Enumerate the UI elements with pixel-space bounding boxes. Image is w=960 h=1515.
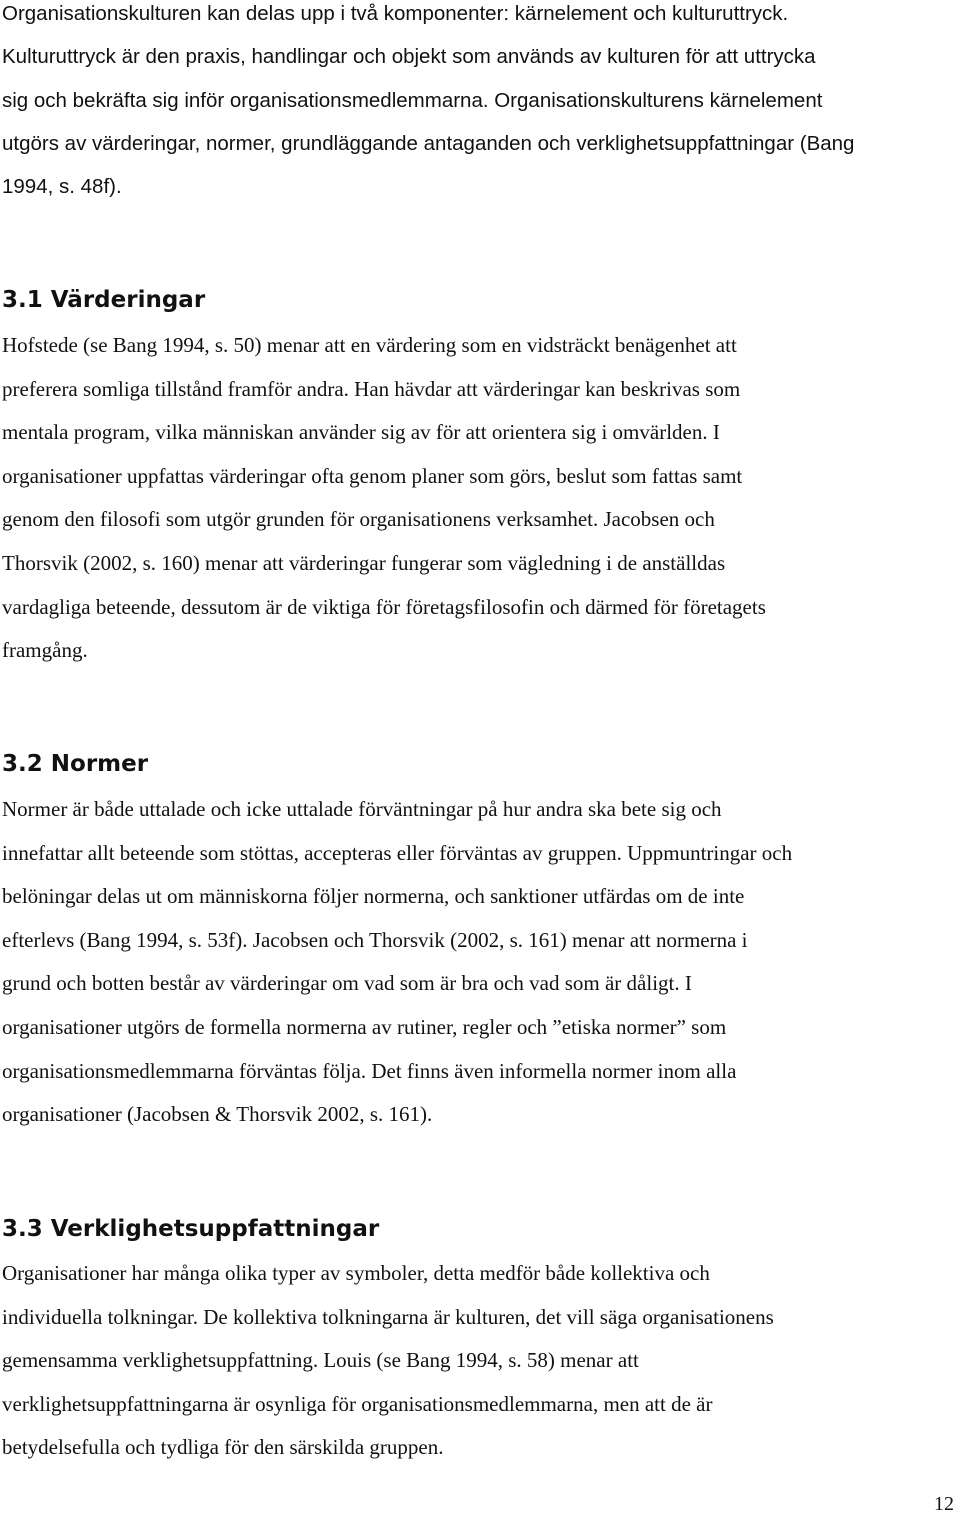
text-line: vardagliga beteende, dessutom är de viktiga för företagsfilosofin och därmed för företagets: [2, 594, 766, 619]
text-line: betydelsefulla och tydliga för den särskilda gruppen.: [2, 1435, 444, 1460]
text-line: mentala program, vilka människan använder sig av för att orientera sig i omvärlden. I: [2, 420, 720, 445]
intro-paragraph: [2, 0, 958, 208]
section-title: Verklighetsuppfattningar: [50, 1216, 380, 1242]
text-line: organisationer (Jacobsen & Thorsvik 2002, s. 161).: [2, 1102, 433, 1127]
section-paragraph-vaarderingar: [2, 324, 958, 673]
text-line: innefattar allt beteende som stöttas, accepteras eller förväntas av gruppen. Uppmuntringar och: [2, 840, 793, 865]
section-heading-verklighetsuppfattningar: [2, 1214, 379, 1244]
section-heading-vaarderingar: [2, 285, 205, 315]
section-heading-normer: [2, 749, 148, 779]
text-line: framgång.: [2, 638, 88, 663]
text-line: genom den filosofi som utgör grunden för organisationens verksamhet. Jacobsen och: [2, 507, 715, 532]
text-line: verklighetsuppfattningarna är osynliga för organisationsmedlemmarna, men att de är: [2, 1391, 713, 1416]
text-line: organisationer utgörs de formella normerna av rutiner, regler och ”etiska normer” som: [2, 1014, 727, 1039]
text-line: Normer är både uttalade och icke uttalade förväntningar på hur andra ska bete sig och: [2, 797, 722, 821]
text-line: organisationer uppfattas värderingar ofta genom planer som görs, beslut som fattas samt: [2, 463, 743, 488]
text-line: 1994, s. 48f).: [2, 175, 122, 199]
text-line: Organisationskulturen kan delas upp i två komponenter: kärnelement och kulturuttryck.: [2, 2, 789, 25]
text-line: Thorsvik (2002, s. 160) menar att värderingar fungerar som vägledning i de anställdas: [2, 550, 726, 575]
text-line: grund och botten består av värderingar om vad som är bra och vad som är dåligt. I: [2, 971, 692, 996]
text-line: utgörs av värderingar, normer, grundläggande antaganden och verklighetsuppfattningar (Bang: [2, 131, 855, 155]
text-line: Kulturuttryck är den praxis, handlingar och objekt som används av kulturen för att uttrycka: [2, 45, 816, 69]
section-title: Normer: [50, 751, 149, 777]
section-paragraph-normer: [2, 788, 958, 1137]
text-line: individuella tolkningar. De kollektiva tolkningarna är kulturen, det vill säga organisationens: [2, 1304, 774, 1329]
text-line: organisationsmedlemmarna förväntas följa. Det finns även informella normer inom alla: [2, 1058, 737, 1083]
document-page: [2, 0, 958, 1515]
section-paragraph-verklighetsuppfattningar: [2, 1252, 958, 1470]
text-line: efterlevs (Bang 1994, s. 53f). Jacobsen och Thorsvik (2002, s. 161) menar att normerna i: [2, 927, 748, 952]
section-number: 3.3: [2, 1216, 43, 1242]
text-line: sig och bekräfta sig inför organisationsmedlemmarna. Organisationskulturens kärnelement: [2, 88, 823, 112]
text-line: preferera somliga tillstånd framför andra. Han hävdar att värderingar kan beskrivas som: [2, 376, 741, 401]
text-line: belöningar delas ut om människorna följer normerna, och sanktioner utfärdas om de inte: [2, 884, 745, 909]
section-title: Värderingar: [50, 287, 206, 313]
section-number: 3.2: [2, 751, 43, 777]
page-number: 12: [934, 1493, 954, 1515]
text-line: Organisationer har många olika typer av symboler, detta medför både kollektiva och: [2, 1261, 710, 1285]
text-line: Hofstede (se Bang 1994, s. 50) menar att en värdering som en vidsträckt benägenhet att: [2, 333, 737, 357]
section-number: 3.1: [2, 287, 43, 313]
text-line: gemensamma verklighetsuppfattning. Louis (se Bang 1994, s. 58) menar att: [2, 1348, 639, 1373]
